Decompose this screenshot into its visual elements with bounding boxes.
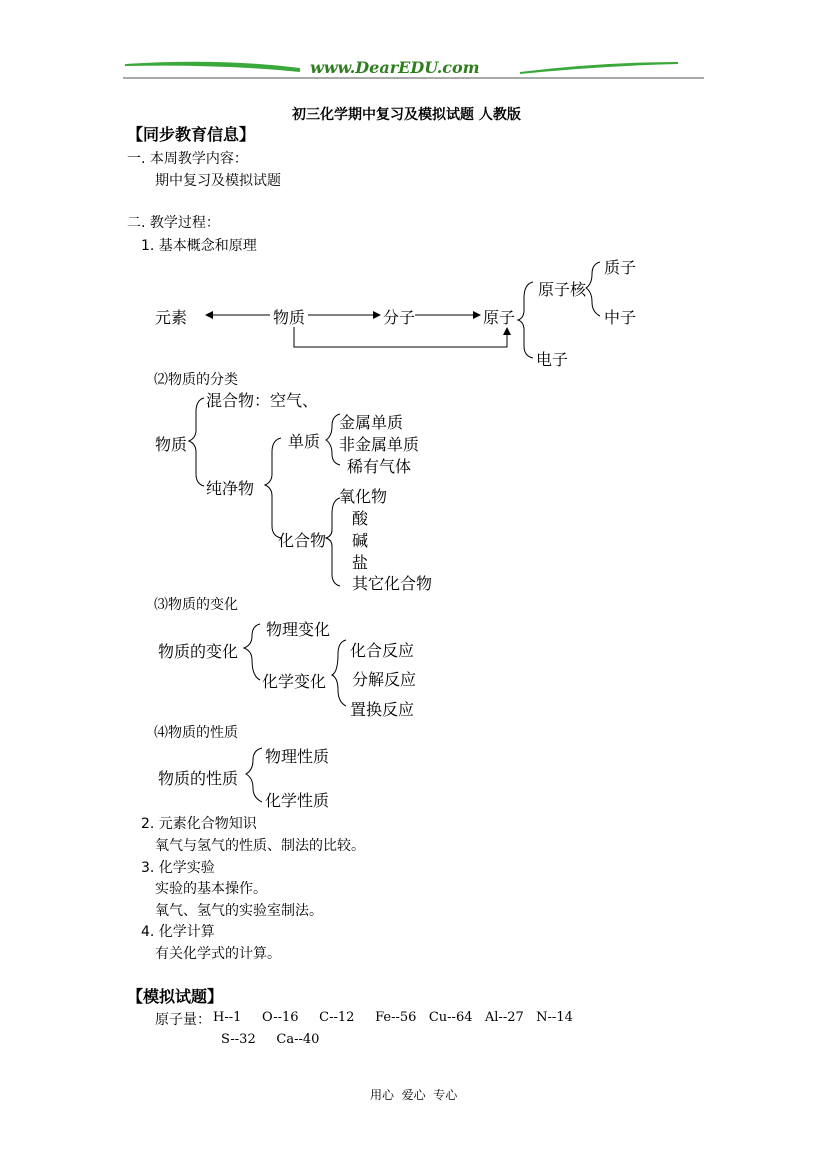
- diagram2-label: ⑵物质的分类: [154, 372, 238, 388]
- sub-item-2: 2. 元素化合物知识: [141, 816, 257, 832]
- sub-item-3-text2: 氧气、氢气的实验室制法。: [155, 903, 323, 919]
- page-title: 初三化学期中复习及模拟试题 人教版: [292, 107, 521, 123]
- node-yuanzihe: 原子核: [538, 280, 587, 299]
- node-wuzhi-root: 物质: [155, 435, 188, 454]
- sub-item-3: 3. 化学实验: [141, 860, 215, 876]
- node-huaxue-change: 化学变化: [262, 672, 327, 691]
- node-fenzi: 分子: [383, 308, 416, 327]
- diagram4-label: ⑷物质的性质: [154, 725, 238, 741]
- node-jian: 碱: [352, 531, 369, 550]
- node-wuli-change: 物理变化: [266, 620, 331, 639]
- sub-item-4-text: 有关化学式的计算。: [155, 946, 281, 962]
- sub-item-4: 4. 化学计算: [141, 924, 215, 940]
- node-yan: 盐: [352, 553, 369, 572]
- node-wuli-property: 物理性质: [265, 747, 330, 766]
- node-wuzhi: 物质: [273, 308, 306, 327]
- node-huaxue-property: 化学性质: [265, 791, 330, 810]
- node-yuanzi: 原子: [483, 308, 516, 327]
- node-fenjie: 分解反应: [352, 670, 417, 689]
- node-huahe: 化合反应: [350, 641, 415, 660]
- node-zhizi: 质子: [604, 258, 637, 277]
- node-qita: 其它化合物: [352, 574, 433, 593]
- node-suan: 酸: [352, 509, 369, 528]
- section-heading-mock: 【模拟试题】: [127, 987, 224, 1006]
- item-one-text: 期中复习及模拟试题: [155, 173, 281, 189]
- node-danzhi: 单质: [288, 432, 321, 451]
- atomic-line-2: S--32 Ca--40: [221, 1032, 320, 1047]
- node-jinshu: 金属单质: [339, 413, 404, 432]
- diagram3-label: ⑶物质的变化: [154, 597, 238, 613]
- item-two: 二. 教学过程：: [127, 215, 220, 231]
- node-chunjingwu: 纯净物: [206, 479, 255, 498]
- sub-item-1: 1. 基本概念和原理: [141, 238, 257, 254]
- item-one: 一. 本周教学内容：: [127, 151, 248, 167]
- sub-item-3-text1: 实验的基本操作。: [155, 881, 267, 897]
- node-zhihuan: 置换反应: [350, 700, 415, 719]
- node-feijinshu: 非金属单质: [339, 435, 420, 454]
- node-yuansu: 元素: [155, 308, 188, 327]
- node-yanghuawu: 氧化物: [339, 487, 388, 506]
- node-property-root: 物质的性质: [158, 769, 239, 788]
- site-logo: www.DearEDU.com: [310, 58, 480, 77]
- node-xiyou: 稀有气体: [347, 457, 412, 476]
- node-zhongzi: 中子: [604, 308, 637, 327]
- node-huahewu: 化合物: [278, 531, 327, 550]
- sub-item-2-text: 氧气与氢气的性质、制法的比较。: [155, 838, 365, 854]
- node-change-root: 物质的变化: [158, 642, 239, 661]
- node-dianzi: 电子: [536, 350, 569, 369]
- atomic-label: 原子量：: [155, 1012, 211, 1028]
- section-heading-sync: 【同步教育信息】: [127, 125, 256, 144]
- node-hunhewu: 混合物：空气、: [206, 391, 319, 410]
- atomic-line-1: H--1 O--16 C--12 Fe--56 Cu--64 Al--27 N--14: [213, 1010, 573, 1025]
- footer-slogan: 用心 爱心 专心: [370, 1088, 458, 1102]
